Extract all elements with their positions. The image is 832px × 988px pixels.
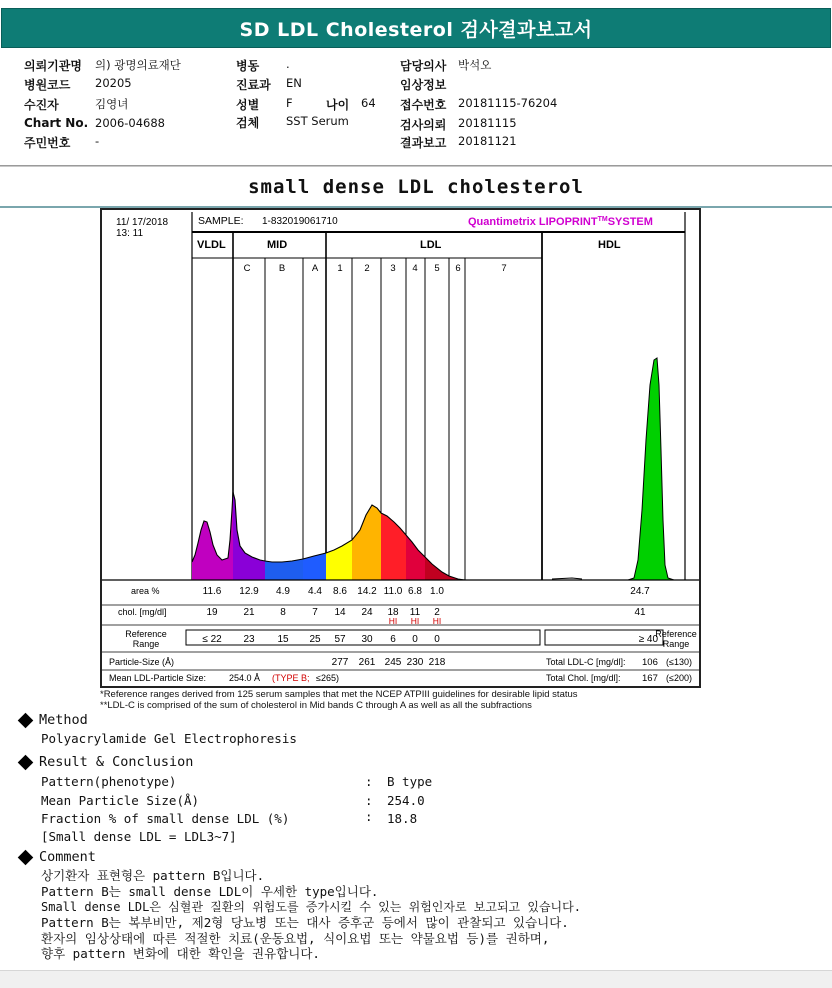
band-label-C: C	[243, 263, 251, 274]
age-label: 나이	[326, 98, 350, 112]
band-label-7: 7	[501, 263, 507, 274]
area-value: 14.2	[357, 586, 377, 597]
particle-size-value: 261	[358, 657, 376, 668]
comment-line: 상기환자 표현형은 pattern B입니다.	[41, 868, 265, 883]
info-value: SST Serum	[286, 114, 349, 128]
result-value: 254.0	[387, 793, 425, 808]
area-value: 4.9	[276, 586, 290, 597]
bullet-diamond-icon	[18, 849, 34, 865]
group-label-mid: MID	[267, 239, 288, 251]
area-value: 4.4	[308, 586, 322, 597]
report-time: 13: 11	[116, 228, 144, 239]
band-label-2: 2	[364, 263, 370, 274]
particle-size-value: 245	[384, 657, 402, 668]
result-sep: :	[365, 809, 373, 824]
band-area-5	[352, 505, 381, 580]
info-label: 의뢰기관명	[24, 59, 82, 73]
method-text: Polyacrylamide Gel Electrophoresis	[41, 731, 297, 746]
ref-value: ≤ 22	[202, 634, 222, 645]
area-value: 11.0	[383, 586, 403, 597]
electropherogram-chart	[102, 210, 699, 686]
hi-flags	[389, 616, 442, 626]
page-subtitle: small dense LDL cholesterol	[248, 176, 584, 198]
area-value: 11.6	[202, 586, 222, 597]
band-label-4: 4	[412, 263, 418, 274]
area-row-label: area %	[131, 586, 160, 596]
band-label-5: 5	[434, 263, 440, 274]
total-chol-value: 167	[642, 673, 658, 684]
ref-label-right-1: Reference	[655, 629, 697, 639]
result-heading-text: Result & Conclusion	[39, 754, 194, 770]
area-hdl-value: 24.7	[630, 586, 650, 597]
particle-size-value: 218	[428, 657, 446, 668]
ref-value: 15	[277, 634, 289, 645]
result-label: Pattern(phenotype)	[41, 774, 177, 789]
chol-value: 19	[206, 607, 218, 618]
info-value: 김영녀	[95, 97, 129, 111]
ref-label-right-2: Range	[662, 639, 690, 649]
area-values	[203, 586, 445, 597]
total-chol-ref: (≤200)	[666, 673, 692, 683]
chol-row-label: chol. [mg/dl]	[118, 607, 167, 617]
result-label: Mean Particle Size(Å)	[41, 793, 200, 808]
band-area-0	[192, 492, 233, 580]
result-label: Fraction % of small dense LDL (%)	[41, 811, 290, 826]
chol-value: 14	[334, 607, 346, 618]
report-title-bar	[1, 8, 831, 48]
chol-value: 18	[387, 607, 399, 618]
ref-value: 6	[390, 634, 396, 645]
ref-values	[202, 634, 440, 645]
area-value: 1.0	[430, 586, 444, 597]
bottom-strip	[0, 970, 832, 988]
ref-value: 0	[412, 634, 418, 645]
hi-flag: HI	[410, 616, 420, 626]
comment-line: Pattern B는 small dense LDL이 우세한 type입니다.	[41, 884, 379, 899]
ref-value: 23	[243, 634, 255, 645]
chol-value: 7	[312, 607, 318, 618]
result-heading	[20, 754, 193, 770]
info-value: 20181115	[458, 116, 517, 130]
report-title: SD LDL Cholesterol 검사결과보고서	[239, 18, 593, 41]
ref-hdl-value: ≥ 40	[638, 634, 658, 645]
band-label-A: A	[311, 263, 319, 274]
footnote-reference: *Reference ranges derived from 125 serum samples that met the NCEP ATPIII guidelines for desirable lipid status	[100, 689, 578, 700]
info-label: 접수번호	[400, 98, 447, 112]
info-value: 2006-04688	[95, 116, 165, 130]
ref-value: 57	[334, 634, 346, 645]
mean-size-type-ref: ≤265)	[316, 673, 339, 683]
mean-size-value: 254.0 Å	[229, 673, 261, 683]
info-label: 검체	[236, 116, 260, 130]
band-area-4	[326, 540, 352, 580]
comment-heading-text: Comment	[39, 849, 96, 865]
total-chol-label: Total Chol. [mg/dl]:	[546, 673, 621, 683]
ref-value: 0	[434, 634, 440, 645]
info-label: 병원코드	[24, 78, 71, 92]
chol-value: 24	[361, 607, 373, 618]
age-value: 64	[361, 96, 376, 110]
curve-baseline	[552, 578, 582, 579]
particle-size-value: 230	[406, 657, 424, 668]
chol-hdl-value: 41	[634, 607, 646, 618]
particle-size-values	[332, 657, 446, 668]
lipoprint-report	[100, 208, 701, 688]
mean-size-label: Mean LDL-Particle Size:	[109, 673, 207, 683]
info-value: 20181121	[458, 134, 517, 148]
method-heading	[20, 712, 88, 728]
bullet-diamond-icon	[18, 712, 34, 728]
ref-label-2: Range	[132, 639, 160, 649]
particle-size-value: 277	[331, 657, 349, 668]
sample-label: SAMPLE:	[198, 215, 244, 227]
info-label: 주민번호	[24, 136, 71, 150]
result-value: B type	[387, 774, 433, 789]
info-label: 결과보고	[400, 136, 447, 150]
info-label: 검사의뢰	[400, 118, 447, 132]
result-note: [Small dense LDL = LDL3~7]	[41, 829, 237, 844]
report-date: 11/ 17/2018	[116, 217, 169, 228]
chol-value: 21	[243, 607, 255, 618]
info-label: 병동	[236, 59, 260, 73]
total-ldl-ref: (≤130)	[666, 657, 692, 667]
group-label-vldl: VLDL	[197, 239, 226, 251]
info-label: 임상정보	[400, 78, 447, 92]
comment-line: 향후 pattern 변화에 대한 확인을 권유합니다.	[41, 946, 320, 961]
band-label-3: 3	[390, 263, 396, 274]
info-value: F	[286, 96, 293, 110]
total-ldl-value: 106	[642, 657, 658, 668]
comment-line: Pattern B는 복부비만, 제2형 당뇨병 또는 대사 증후군 등에서 많이 관찰되고 있습니다.	[41, 915, 569, 930]
info-value: .	[286, 57, 290, 71]
band-area-6	[381, 513, 406, 580]
band-area-3	[303, 553, 326, 580]
hdl-peak	[628, 358, 674, 580]
info-value: 박석오	[458, 58, 492, 72]
band-label-1: 1	[337, 263, 343, 274]
particle-size-label: Particle-Size (Å)	[109, 657, 175, 667]
method-heading-text: Method	[39, 712, 88, 728]
info-value: 20181115-76204	[458, 96, 558, 110]
info-value: 20205	[95, 76, 132, 90]
comment-line: Small dense LDL은 심혈관 질환의 위험도를 증가시킬 수 있는 위험인자로 보고되고 있습니다.	[41, 900, 581, 914]
patient-info-section	[0, 50, 832, 166]
bullet-diamond-icon	[18, 754, 34, 770]
result-value: 18.8	[387, 811, 418, 826]
info-label: 담당의사	[400, 59, 447, 73]
comment-heading	[20, 849, 96, 865]
info-label: 진료과	[236, 78, 271, 92]
ref-label-1: Reference	[125, 629, 167, 639]
info-label: 성별	[236, 98, 260, 112]
area-value: 12.9	[239, 586, 259, 597]
hi-flag: HI	[432, 616, 442, 626]
info-value: 의) 광명의료재단	[95, 58, 181, 72]
band-area-8	[425, 557, 465, 580]
chol-values	[206, 607, 440, 618]
chol-value: 11	[409, 607, 421, 618]
hi-flag: HI	[388, 616, 398, 626]
electropherogram-curves	[192, 358, 674, 580]
band-labels	[244, 263, 507, 274]
info-label: Chart No.	[24, 116, 89, 130]
area-value: 8.6	[333, 586, 347, 597]
comment-line: 환자의 임상상태에 따른 적절한 치료(운동요법, 식이요법 또는 약물요법 등)를 권하며,	[41, 931, 550, 946]
brand-name: Quantimetrix LIPOPRINT™SYSTEM	[468, 216, 653, 228]
group-label-hdl: HDL	[598, 239, 621, 251]
result-sep: :	[365, 793, 373, 808]
band-label-6: 6	[455, 263, 461, 274]
mean-size-type: (TYPE B;	[272, 673, 310, 683]
ref-value: 25	[309, 634, 321, 645]
info-value: -	[95, 134, 100, 148]
result-sep: :	[365, 774, 373, 789]
footnote-ldl: **LDL-C is comprised of the sum of cholesterol in Mid bands C through A as well as all the subfractions	[100, 700, 532, 711]
chol-value: 8	[280, 607, 286, 618]
ref-value: 30	[361, 634, 373, 645]
info-label: 수진자	[24, 98, 59, 112]
area-value: 6.8	[408, 586, 422, 597]
band-label-B: B	[278, 263, 286, 274]
total-ldl-label: Total LDL-C [mg/dl]:	[546, 657, 626, 667]
chol-value: 2	[434, 607, 440, 618]
info-value: EN	[286, 76, 302, 90]
band-area-7	[406, 535, 425, 580]
group-label-ldl: LDL	[420, 239, 442, 251]
sample-id: 1-832019061710	[262, 216, 338, 227]
